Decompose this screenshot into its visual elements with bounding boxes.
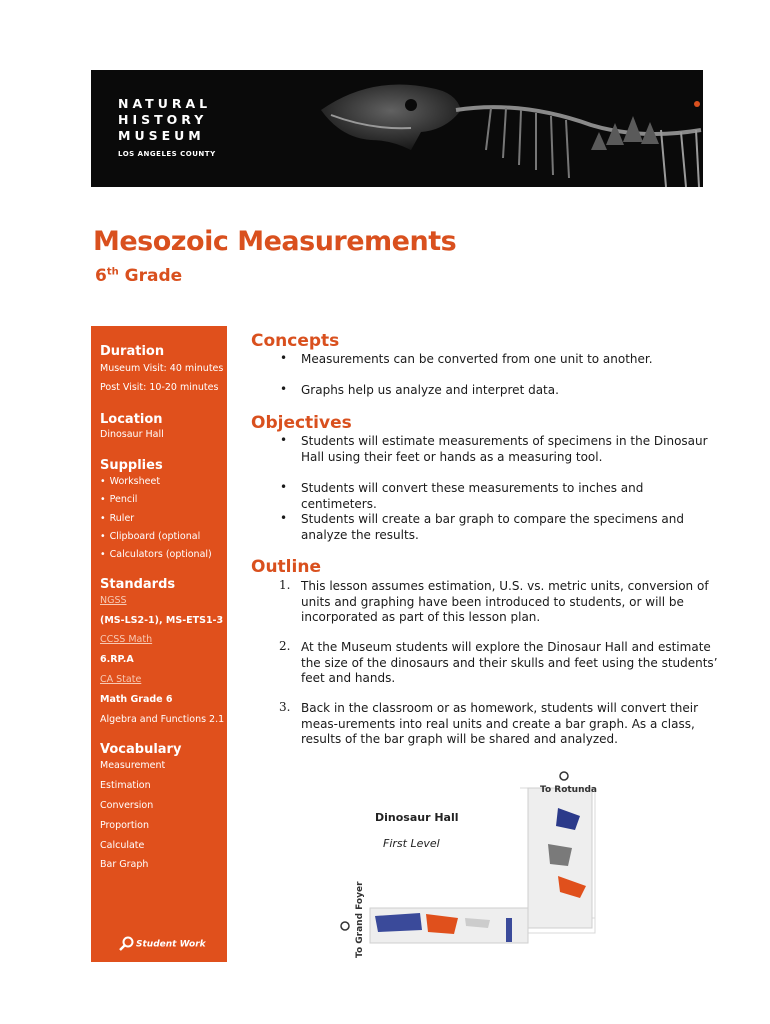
bullet-icon: • [280, 382, 288, 396]
duration-museum-visit: Museum Visit: 40 minutes [100, 363, 224, 374]
ccss-math-link[interactable]: CCSS Math [100, 634, 153, 645]
dinosaur-hall-map [330, 768, 610, 968]
duration-post-visit: Post Visit: 10-20 minutes [100, 382, 219, 393]
vocabulary-item: Bar Graph [100, 859, 149, 870]
outline-number: 3. [279, 700, 291, 714]
logo-line-3: MUSEUM [118, 128, 205, 143]
vocabulary-item: Measurement [100, 760, 166, 771]
objective-item: Students will create a bar graph to compare the specimens and analyze the results. [301, 512, 685, 542]
objective-item: Students will estimate measurements of specimens in the Dinosaur Hall using their feet or hands as a measuring tool. [301, 434, 708, 464]
student-work-label: Student Work [136, 939, 206, 950]
dinosaur-skeleton-image [261, 70, 703, 187]
ccss-code: 6.RP.A [100, 654, 134, 665]
concepts-heading: Concepts [251, 331, 340, 351]
supply-item: • Worksheet [100, 476, 160, 487]
supply-item: • Calculators (optional) [100, 549, 212, 560]
outline-number: 2. [279, 639, 291, 653]
outline-item: This lesson assumes estimation, U.S. vs. metric units, conversion of units and graphing have been introduced to students, or will be incorporated as part of this lesson plan. [301, 579, 709, 624]
concept-item: Measurements can be converted from one unit to another. [301, 352, 653, 366]
standards-heading: Standards [100, 577, 176, 592]
duration-heading: Duration [100, 344, 165, 359]
grade-suffix: th [106, 266, 119, 278]
ca-grade: Math Grade 6 [100, 694, 173, 705]
logo-line-2: HISTORY [118, 112, 208, 127]
grade-level [95, 266, 182, 286]
magnifier-icon [118, 936, 134, 952]
concept-item: Graphs help us analyze and interpret data. [301, 383, 559, 397]
vocabulary-heading: Vocabulary [100, 742, 182, 757]
outline-heading: Outline [251, 557, 321, 577]
ngss-link[interactable]: NGSS [100, 595, 127, 606]
student-work-link[interactable] [118, 936, 206, 952]
ca-topic: Algebra and Functions 2.1 [100, 714, 225, 725]
vocabulary-item: Conversion [100, 800, 154, 811]
supplies-heading: Supplies [100, 458, 163, 473]
supply-item: • Clipboard (optional [100, 531, 200, 542]
supply-item: • Ruler [100, 513, 134, 524]
vocabulary-item: Calculate [100, 840, 145, 851]
grade-number: 6 [95, 266, 107, 286]
to-rotunda-label: To Rotunda [540, 785, 598, 795]
vocabulary-item: Estimation [100, 780, 151, 791]
outline-item: Back in the classroom or as homework, students will convert their meas-urements into real units and create a bar graph. As a class, results of the bar graph will be shared and analyzed. [301, 701, 699, 746]
supply-item: • Pencil [100, 494, 137, 505]
museum-banner [91, 70, 703, 187]
vocabulary-item: Proportion [100, 820, 150, 831]
bullet-icon: • [280, 480, 288, 494]
map-subtitle: First Level [383, 837, 440, 850]
bullet-icon: • [280, 351, 288, 365]
grade-label: Grade [124, 266, 183, 286]
info-sidebar [91, 326, 227, 962]
page-title: Mesozoic Measurements [93, 226, 457, 257]
ngss-codes: (MS-LS2-1), MS-ETS1-3 [100, 615, 224, 626]
museum-logo [118, 96, 216, 158]
ca-state-link[interactable]: CA State [100, 674, 142, 685]
logo-subline: LOS ANGELES COUNTY [118, 150, 216, 158]
floor-plan-graphic [330, 768, 610, 968]
logo-line-1: NATURAL [118, 96, 212, 111]
bullet-icon: • [280, 433, 288, 447]
objectives-heading: Objectives [251, 413, 352, 433]
outline-number: 1. [279, 578, 291, 592]
location-heading: Location [100, 412, 163, 427]
to-grand-foyer-label: To Grand Foyer [355, 881, 365, 958]
map-title: Dinosaur Hall [375, 811, 459, 824]
bullet-icon: • [280, 511, 288, 525]
outline-item: At the Museum students will explore the Dinosaur Hall and estimate the size of the dinosaurs and their skulls and feet using the students’ feet and hands. [301, 640, 718, 685]
objective-item: Students will convert these measurements to inches and centimeters. [301, 481, 644, 511]
location-value: Dinosaur Hall [100, 429, 164, 440]
